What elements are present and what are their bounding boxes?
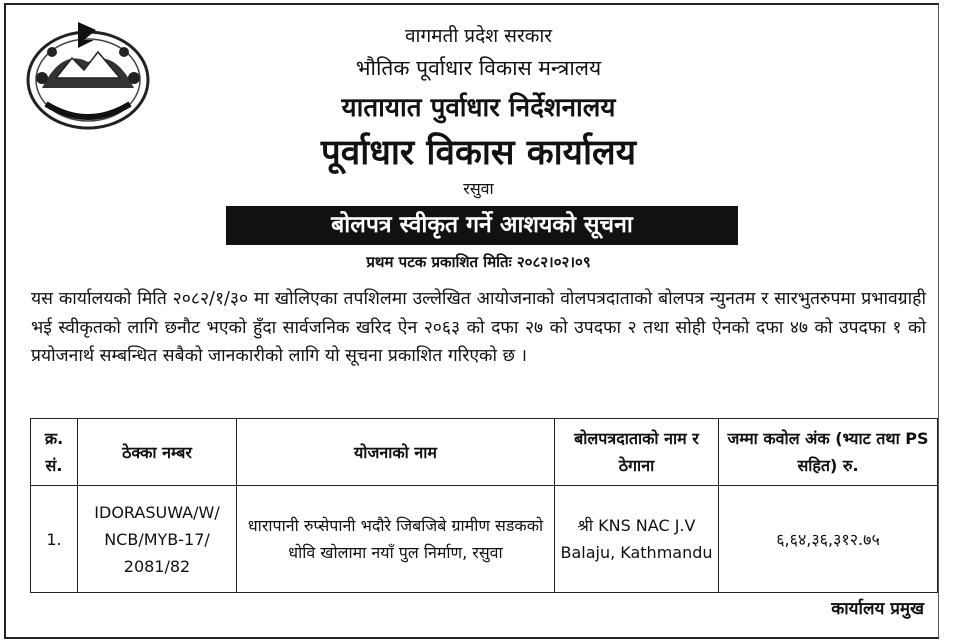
- column-header-serial: क्र. सं.: [31, 419, 78, 486]
- column-header-bidder: बोलपत्रदाताको नाम र ठेगाना: [555, 419, 719, 486]
- tender-table: [30, 418, 938, 593]
- ministry-name: भौतिक पूर्वाधार विकास मन्त्रालय: [355, 56, 602, 80]
- published-date: प्रथम पटक प्रकाशित मितिः २०८२।०२।०९: [366, 253, 591, 271]
- office-name: पूर्वाधार विकास कार्यालय: [320, 133, 637, 173]
- directorate-name: यातायात पुर्वाधार निर्देशनालय: [341, 93, 616, 123]
- notice-title: बोलपत्र स्वीकृत गर्ने आशयको सूचना: [226, 206, 738, 245]
- column-header-project-name: योजनाको नाम: [237, 419, 555, 486]
- cell-bid-amount: ६,६४,३६,३१२.७५: [719, 486, 938, 593]
- column-header-bid-amount: जम्मा कवोल अंक (भ्याट तथा PS सहित) रु.: [719, 419, 938, 486]
- cell-serial: 1.: [31, 486, 78, 593]
- notice-body: यस कार्यालयको मिति २०८२/१/३० मा खोलिएका तपशिलमा उल्लेखित आयोजनाको वोलपत्रदाताको बोलपत्र न्युनतम र सारभुतरुपमा प्रभावग्राही भई स्वीकृतको लागि छनौट भएको हुँदा सार्वजनिक खरिद ऐन २०६३ को दफा २७ को उपदफा २ तथा सोही ऐनको दफा ४७ को उपदफा १ को प्रयोजनार्थ सम्बन्धित सबैको जानकारीको लागि यो सूचना प्रकाशित गरिएको छ ।: [31, 289, 926, 366]
- table-row: [31, 486, 938, 593]
- cell-bidder: श्री KNS NAC J.V Balaju, Kathmandu: [555, 486, 719, 593]
- office-location: रसुवा: [463, 179, 494, 198]
- cell-project-name: धारापानी रुप्सेपानी भदौरे जिबजिबे ग्रामीण सडकको धोवि खोलामा नयाँ पुल निर्माण, रसुवा: [237, 486, 555, 593]
- table-header-row: [31, 419, 938, 486]
- office-chief-signature: कार्यालय प्रमुख: [831, 599, 924, 619]
- cell-contract-number: IDORASUWA/W/ NCB/MYB-17/ 2081/82: [78, 486, 237, 593]
- province-government: वागमती प्रदेश सरकार: [404, 25, 553, 47]
- column-header-contract-number: ठेक्का नम्बर: [78, 419, 237, 486]
